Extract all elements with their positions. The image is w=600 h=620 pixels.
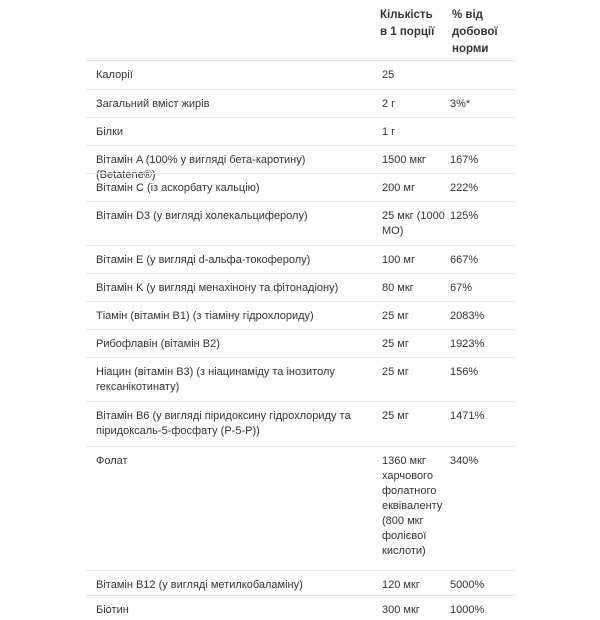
nutrient-amount: 200 мг — [382, 182, 415, 194]
nutrient-name: Біотин — [96, 604, 129, 616]
nutrient-daily-value: 1471% — [450, 410, 485, 422]
table-row — [86, 329, 516, 357]
nutrient-amount: 80 мкг — [382, 282, 414, 294]
header-daily-value: % від добової норми — [452, 9, 498, 55]
nutrient-daily-value: 156% — [450, 366, 479, 378]
nutrient-daily-value: 222% — [450, 182, 479, 194]
table-row — [86, 570, 516, 595]
table-row — [86, 89, 516, 117]
table-row — [86, 446, 516, 570]
table-header — [86, 0, 516, 60]
table-row — [86, 117, 516, 145]
nutrient-name: Вітамін A (100% у вигляді бета-каротину) (Betatene®) — [96, 154, 306, 181]
nutrient-name: Тіамін (вітамін B1) (з тіаміну гідрохлориду) — [96, 310, 314, 322]
table-row — [86, 173, 516, 201]
nutrient-amount: 25 мг — [382, 410, 409, 422]
nutrient-amount: 25 мг — [382, 310, 409, 322]
nutrient-daily-value: 167% — [450, 154, 479, 166]
nutrient-daily-value: 3%* — [450, 98, 471, 110]
nutrient-amount: 2 г — [382, 98, 396, 110]
header-amount: Кількість в 1 порції — [380, 9, 435, 38]
table-row — [86, 357, 516, 401]
nutrient-daily-value: 67% — [450, 282, 473, 294]
nutrient-amount: 25 — [382, 69, 395, 81]
nutrient-amount: 120 мкг — [382, 579, 420, 591]
nutrient-daily-value: 2083% — [450, 310, 485, 322]
table-row — [86, 245, 516, 273]
table-row — [86, 145, 516, 181]
nutrient-amount: 1360 мкг харчового фолатного еквіваленту (800 мкг фолієвої кислоти) — [382, 455, 443, 557]
nutrient-amount: 100 мг — [382, 254, 415, 266]
nutrient-daily-value: 340% — [450, 455, 479, 467]
nutrient-name: Вітамін K (у вигляді менахінону та фітонадіону) — [96, 282, 339, 294]
nutrient-amount: 1500 мкг — [382, 154, 426, 166]
nutrient-amount: 25 мкг (1000 МО) — [382, 210, 445, 237]
nutrient-name: Вітамін C (із аскорбату кальцію) — [96, 182, 260, 194]
table-row — [86, 401, 516, 446]
nutrient-name: Рибофлавін (вітамін B2) — [96, 338, 220, 350]
nutrient-amount: 25 мг — [382, 338, 409, 350]
nutrient-amount: 25 мг — [382, 366, 409, 378]
nutrient-name: Калорії — [96, 69, 133, 81]
nutrient-name: Вітамін D3 (у вигляді холекальциферолу) — [96, 210, 308, 222]
nutrient-name: Вітамін B12 (у вигляді метилкобаламіну) — [96, 579, 303, 591]
nutrition-table — [86, 0, 516, 620]
nutrient-amount: 1 г — [382, 126, 396, 138]
table-row — [86, 595, 516, 620]
table-row — [86, 301, 516, 329]
nutrient-name: Вітамін B6 (у вигляді піридоксину гідрохлориду та піридоксаль-5-фосфату (P-5-P)) — [96, 410, 351, 437]
nutrient-name: Загальний вміст жирів — [96, 98, 210, 110]
nutrient-daily-value: 1923% — [450, 338, 485, 350]
nutrient-daily-value: 5000% — [450, 579, 485, 591]
table-row — [86, 60, 516, 89]
nutrient-daily-value: 125% — [450, 210, 479, 222]
nutrient-amount: 300 мкг — [382, 604, 420, 616]
nutrient-daily-value: 667% — [450, 254, 479, 266]
nutrient-name: Білки — [96, 126, 124, 138]
nutrient-name: Ніацин (вітамін B3) (з ніацинаміду та інозитолу гексанікотинату) — [96, 366, 335, 393]
nutrient-name: Вітамін E (у вигляді d-альфа-токоферолу) — [96, 254, 311, 266]
nutrient-daily-value: 1000% — [450, 604, 485, 616]
table-row — [86, 201, 516, 245]
nutrient-name: Фолат — [96, 455, 128, 467]
table-row — [86, 273, 516, 301]
